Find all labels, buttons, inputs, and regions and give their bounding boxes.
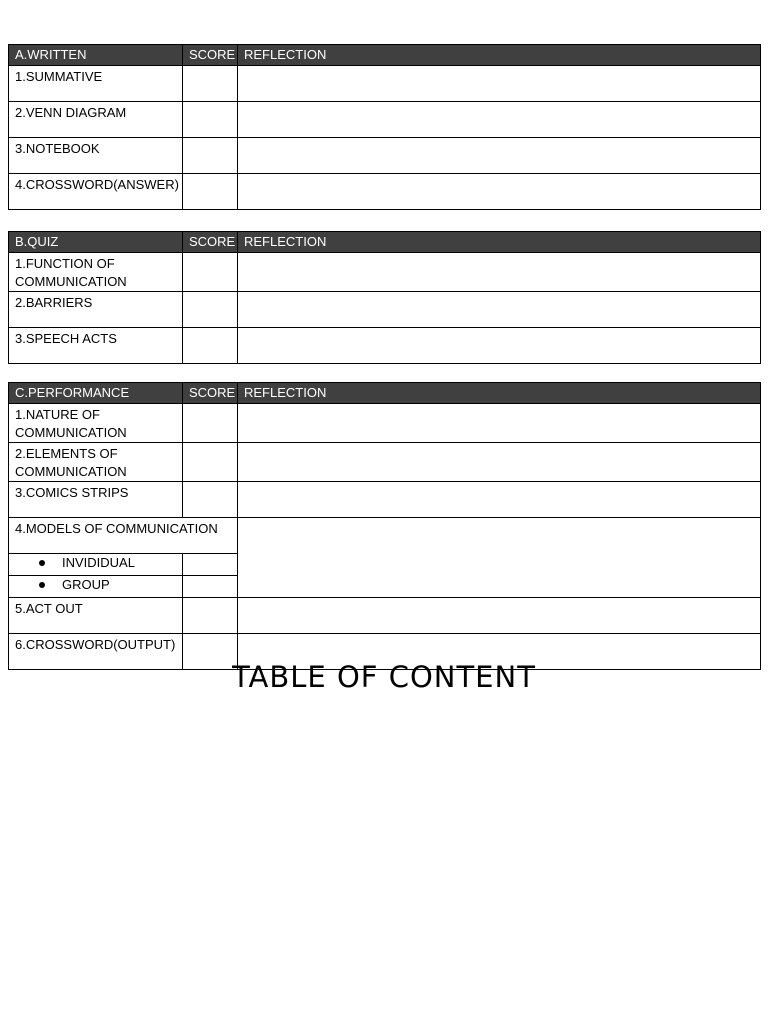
item-label: 2.BARRIERS bbox=[9, 292, 183, 328]
table-row bbox=[9, 174, 761, 210]
table-row bbox=[9, 102, 761, 138]
score-cell[interactable] bbox=[183, 138, 238, 174]
table-header-row bbox=[9, 232, 761, 253]
item-label: 1.NATURE OF COMMUNICATION bbox=[9, 404, 183, 443]
reflection-cell[interactable] bbox=[238, 66, 761, 102]
table-row bbox=[9, 482, 761, 518]
written-table bbox=[8, 44, 761, 210]
performance-table bbox=[8, 382, 761, 670]
bullet-icon bbox=[39, 582, 45, 588]
reflection-header: REFLECTION bbox=[238, 232, 761, 253]
item-label: 1.FUNCTION OF COMMUNICATION bbox=[9, 253, 183, 292]
reflection-cell[interactable] bbox=[238, 174, 761, 210]
table-header-row bbox=[9, 383, 761, 404]
page-title: TABLE OF CONTENT bbox=[232, 660, 536, 694]
sub-item-label: GROUP bbox=[62, 577, 110, 592]
section-title: B.QUIZ bbox=[9, 232, 183, 253]
table-row bbox=[9, 598, 761, 634]
reflection-cell[interactable] bbox=[238, 253, 761, 292]
item-label: 4.MODELS OF COMMUNICATION bbox=[9, 518, 238, 554]
item-label: 5.ACT OUT bbox=[9, 598, 183, 634]
reflection-cell[interactable] bbox=[238, 102, 761, 138]
table-row bbox=[9, 518, 761, 554]
section-title: A.WRITTEN bbox=[9, 45, 183, 66]
score-cell[interactable] bbox=[183, 598, 238, 634]
score-cell[interactable] bbox=[183, 253, 238, 292]
quiz-table bbox=[8, 231, 761, 364]
score-cell[interactable] bbox=[183, 482, 238, 518]
reflection-cell[interactable] bbox=[238, 443, 761, 482]
bullet-icon bbox=[39, 560, 45, 566]
item-label: 6.CROSSWORD(OUTPUT) bbox=[9, 634, 183, 670]
table-row bbox=[9, 328, 761, 364]
reflection-cell[interactable] bbox=[238, 404, 761, 443]
table-row bbox=[9, 253, 761, 292]
item-label: 2.VENN DIAGRAM bbox=[9, 102, 183, 138]
item-label: 2.ELEMENTS OF COMMUNICATION bbox=[9, 443, 183, 482]
score-cell[interactable] bbox=[183, 576, 238, 598]
score-header: SCORE bbox=[183, 45, 238, 66]
reflection-header: REFLECTION bbox=[238, 45, 761, 66]
score-header: SCORE bbox=[183, 232, 238, 253]
section-title: C.PERFORMANCE bbox=[9, 383, 183, 404]
item-label: 3.SPEECH ACTS bbox=[9, 328, 183, 364]
table-row bbox=[9, 404, 761, 443]
score-cell[interactable] bbox=[183, 66, 238, 102]
score-cell[interactable] bbox=[183, 328, 238, 364]
table-row bbox=[9, 443, 761, 482]
score-cell[interactable] bbox=[183, 404, 238, 443]
score-cell[interactable] bbox=[183, 174, 238, 210]
reflection-cell[interactable] bbox=[238, 138, 761, 174]
reflection-cell[interactable] bbox=[238, 518, 761, 598]
score-cell[interactable] bbox=[183, 292, 238, 328]
reflection-cell[interactable] bbox=[238, 598, 761, 634]
score-cell[interactable] bbox=[183, 102, 238, 138]
reflection-header: REFLECTION bbox=[238, 383, 761, 404]
reflection-cell[interactable] bbox=[238, 328, 761, 364]
item-label: 1.SUMMATIVE bbox=[9, 66, 183, 102]
item-label: 4.CROSSWORD(ANSWER) bbox=[9, 174, 183, 210]
sub-item-label: INVIDIDUAL bbox=[62, 555, 135, 570]
table-header-row bbox=[9, 45, 761, 66]
reflection-cell[interactable] bbox=[238, 482, 761, 518]
item-label: 3.COMICS STRIPS bbox=[9, 482, 183, 518]
table-row bbox=[9, 292, 761, 328]
sub-item bbox=[9, 576, 183, 598]
table-row bbox=[9, 138, 761, 174]
reflection-cell[interactable] bbox=[238, 292, 761, 328]
score-cell[interactable] bbox=[183, 443, 238, 482]
table-row bbox=[9, 66, 761, 102]
score-header: SCORE bbox=[183, 383, 238, 404]
score-cell[interactable] bbox=[183, 554, 238, 576]
sub-item bbox=[9, 554, 183, 576]
item-label: 3.NOTEBOOK bbox=[9, 138, 183, 174]
